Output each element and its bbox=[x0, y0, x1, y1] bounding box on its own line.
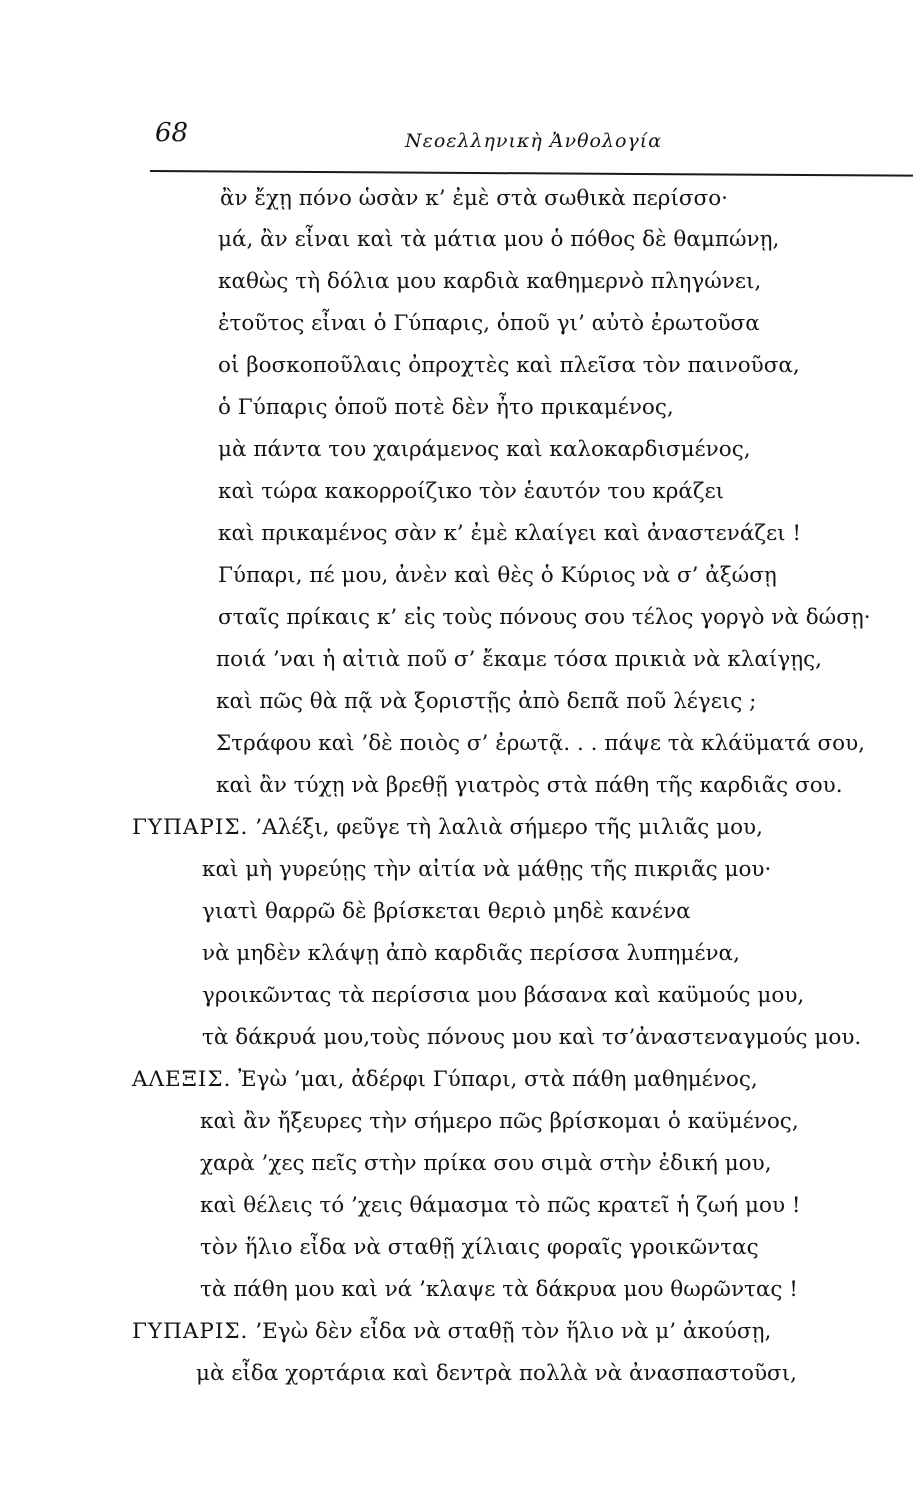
verse-line bbox=[216, 775, 843, 797]
verse-line bbox=[132, 1069, 758, 1091]
verse-text: Ἐγὼ ’μαι, ἀδέρφι Γύπαρι, στὰ πάθη μαθημένος, bbox=[238, 1067, 758, 1092]
verse-line bbox=[202, 901, 691, 923]
running-title: Νεοελληνικὴ Ἀνθολογία bbox=[405, 130, 663, 152]
header-rule bbox=[150, 170, 913, 177]
speaker-name: ΓΥΠΑΡΙΣ. bbox=[132, 1319, 249, 1344]
verse-line bbox=[218, 439, 751, 461]
verse-text: ἂν ἔχῃ πόνο ὡσὰν κ’ ἐμὲ στὰ σωθικὰ περίσσο· bbox=[220, 186, 729, 211]
verse-line bbox=[200, 1237, 759, 1259]
verse-line bbox=[132, 1321, 771, 1343]
verse-line bbox=[200, 1279, 798, 1301]
verse-text: τὸν ἥλιο εἶδα νὰ σταθῇ χίλιαις φοραῖς γροικῶντας bbox=[200, 1235, 759, 1260]
verse-text: ποιά ’ναι ἡ αἰτιὰ ποῦ σ’ ἔκαμε τόσα πρικιὰ νὰ κλαίγῃς, bbox=[216, 647, 822, 672]
verse-line bbox=[218, 313, 760, 335]
verse-text: καθὼς τὴ δόλια μου καρδιὰ καθημερνὸ πληγώνει, bbox=[218, 269, 762, 294]
verse-text: καὶ πῶς θὰ πᾷ νὰ ξοριστῇς ἀπὸ δεπᾶ ποῦ λέγεις ; bbox=[216, 689, 757, 714]
verse-line bbox=[218, 607, 871, 629]
speaker-name: ΑΛΕΞΙΣ. bbox=[132, 1067, 232, 1092]
verse-text: μὰ εἶδα χορτάρια καὶ δεντρὰ πολλὰ νὰ ἀνασπαστοῦσι, bbox=[196, 1361, 797, 1386]
verse-line bbox=[132, 817, 763, 839]
verse-text: Στράφου καὶ ’δὲ ποιὸς σ’ ἐρωτᾷ. . . πάψε τὰ κλάϋματά σου, bbox=[216, 731, 865, 756]
verse-text: ’Αλέξι, φεῦγε τὴ λαλιὰ σήμερο τῆς μιλιᾶς μου, bbox=[255, 815, 763, 840]
verse-line bbox=[218, 355, 800, 377]
verse-line bbox=[216, 649, 822, 671]
verse-line bbox=[202, 943, 740, 965]
verse-line bbox=[200, 1111, 799, 1133]
page-number: 68 bbox=[155, 118, 189, 148]
verse-text: γιατὶ θαρρῶ δὲ βρίσκεται θεριὸ μηδὲ κανένα bbox=[202, 899, 691, 924]
verse-text: τὰ δάκρυά μου,τοὺς πόνους μου καὶ τσ’ἀναστεναγμούς μου. bbox=[202, 1025, 862, 1050]
verse-line bbox=[218, 229, 779, 251]
verse-line bbox=[218, 271, 761, 293]
verse-text: Γύπαρι, πέ μου, ἀνὲν καὶ θὲς ὁ Κύριος νὰ σ’ ἀξώσῃ bbox=[218, 563, 777, 588]
verse-line bbox=[218, 481, 724, 503]
verse-line bbox=[196, 1363, 797, 1385]
verse-text: καὶ μὴ γυρεύῃς τὴν αἰτία νὰ μάθῃς τῆς πικριᾶς μου· bbox=[202, 857, 772, 882]
verse-line bbox=[220, 188, 728, 210]
verse-line bbox=[202, 985, 804, 1007]
verse-text: καὶ ἂν ἤξευρες τὴν σήμερο πῶς βρίσκομαι ὁ καϋμένος, bbox=[200, 1109, 799, 1134]
verse-text: τὰ πάθη μου καὶ νά ’κλαψε τὰ δάκρυα μου θωρῶντας ! bbox=[200, 1277, 798, 1302]
verse-text: καὶ ἂν τύχῃ νὰ βρεθῇ γιατρὸς στὰ πάθη τῆς καρδιᾶς σου. bbox=[216, 773, 843, 798]
verse-line bbox=[218, 523, 801, 545]
verse-line bbox=[200, 1153, 772, 1175]
speaker-name: ΓΥΠΑΡΙΣ. bbox=[132, 815, 249, 840]
verse-text: γροικῶντας τὰ περίσσια μου βάσανα καὶ καϋμούς μου, bbox=[202, 983, 805, 1008]
verse-line bbox=[216, 691, 756, 713]
verse-line bbox=[218, 565, 777, 587]
verse-text: καὶ θέλεις τό ’χεις θάμασμα τὸ πῶς κρατεῖ ἡ ζωή μου ! bbox=[200, 1193, 801, 1218]
verse-text: χαρὰ ’χες πεῖς στὴν πρίκα σου σιμὰ στὴν ἐδική μου, bbox=[200, 1151, 772, 1176]
verse-line bbox=[200, 1195, 801, 1217]
verse-text: καὶ τώρα κακορροίζικο τὸν ἑαυτόν του κράζει bbox=[218, 479, 725, 504]
verse-text: ’Εγὼ δὲν εἶδα νὰ σταθῇ τὸν ἥλιο νὰ μ’ ἀκούσῃ, bbox=[255, 1319, 772, 1344]
verse-text: νὰ μηδὲν κλάψῃ ἀπὸ καρδιᾶς περίσσα λυπημένα, bbox=[202, 941, 740, 966]
verse-line bbox=[218, 397, 674, 419]
verse-text: ἐτοῦτος εἶναι ὁ Γύπαρις, ὁποῦ γι’ αὐτὸ ἐρωτοῦσα bbox=[218, 311, 760, 336]
verse-text: ὁ Γύπαρις ὁποῦ ποτὲ δὲν ἦτο πρικαμένος, bbox=[218, 395, 674, 420]
verse-line bbox=[202, 1027, 861, 1049]
verse-line bbox=[202, 859, 771, 881]
verse-text: καὶ πρικαμένος σὰν κ’ ἐμὲ κλαίγει καὶ ἀναστενάζει ! bbox=[218, 521, 802, 546]
verse-line bbox=[216, 733, 865, 755]
verse-text: μά, ἂν εἶναι καὶ τὰ μάτια μου ὁ πόθος δὲ θαμπώνῃ, bbox=[218, 227, 780, 252]
verse-text: σταῖς πρίκαις κ’ εἰς τοὺς πόνους σου τέλος γοργὸ νὰ δώσῃ· bbox=[218, 605, 871, 630]
verse-text: μὰ πάντα του χαιράμενος καὶ καλοκαρδισμένος, bbox=[218, 437, 751, 462]
verse-text: οἱ βοσκοποῦλαις ὀπροχτὲς καὶ πλεῖσα τὸν παινοῦσα, bbox=[218, 353, 800, 378]
